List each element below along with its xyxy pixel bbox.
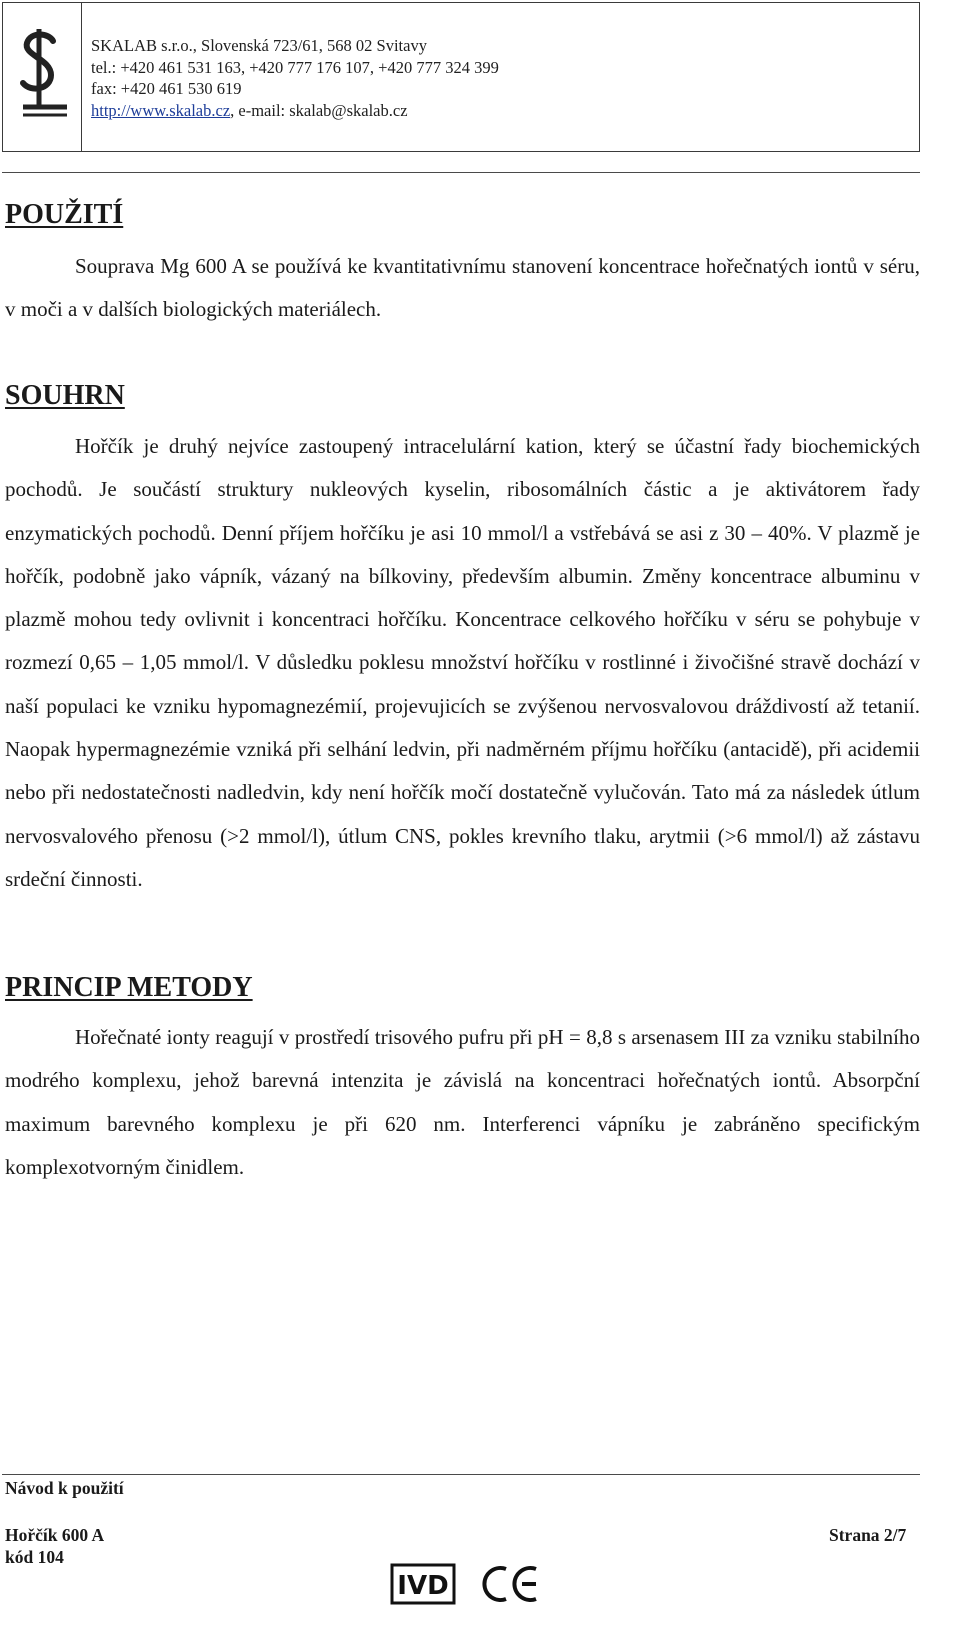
skalab-logo-icon (9, 23, 71, 123)
company-address: SKALAB s.r.o., Slovenská 723/61, 568 02 Svitavy (91, 36, 427, 55)
section-text-pouziti: Souprava Mg 600 A se používá ke kvantitativnímu stanovení koncentrace hořečnatých iontů v séru, v moči a v dalších biologických materiálech. (5, 254, 920, 322)
footer-divider (2, 1474, 920, 1475)
company-info (91, 35, 499, 121)
section-text-princip-metody: Hořečnaté ionty reagují v prostředí trisového pufru při pH = 8,8 s arsenasem III za vzniku stabilního modrého komplexu, jehož barevná intenzita je závislá na koncentraci hořečnatých iontů. Absorpční maximum barevného komplexu je při 620 nm. Interferenci vápníku je zabráněno specifickým komplexotvorným činidlem. (5, 1025, 920, 1179)
company-phones: tel.: +420 461 531 163, +420 777 176 107, +420 777 324 399 (91, 57, 499, 77)
ivd-label: IVD (397, 1571, 449, 1601)
footer-code: kód 104 (5, 1547, 64, 1567)
section-title-souhrn: SOUHRN (5, 380, 125, 411)
footer-page-number: Strana 2/7 (829, 1525, 907, 1545)
website-link[interactable]: http://www.skalab.cz (91, 100, 231, 120)
ivd-icon (390, 1563, 456, 1605)
company-fax: fax: +420 461 530 619 (91, 79, 242, 98)
header-divider (2, 172, 920, 173)
logo-cell (3, 3, 82, 151)
email-text: , e-mail: skalab@skalab.cz (230, 100, 408, 120)
letterhead (2, 2, 920, 152)
company-web-email (91, 100, 499, 122)
section-text-souhrn: Hořčík je druhý nejvíce zastoupený intracelulární kation, který se účastní řady biochemických pochodů. Je součástí struktury nukleových kyselin, ribosomálních částic a je aktivátorem řady enzymatických pochodů. Denní příjem hořčíku je asi 10 mmol/l a vstřebává se asi z 30 – 40%. V plazmě je hořčík, podobně jako vápník, vázaný na bílkoviny, především albumin. Změny koncentrace albuminu v plazmě mohou tedy ovlivnit i koncentraci hořčíku. Koncentrace celkového hořčíku v séru se pohybuje v rozmezí 0,65 – 1,05 mmol/l. V důsledku poklesu množství hořčíku v rostlinné i živočišné stravě dochází v naší populaci ke vzniku hypomagnezémií, projevujicích se zvýšenou nervosvalovou dráždivostí až tetanií. Naopak hypermagnezémie vzniká při selhání ledvin, při nadměrném příjmu hořčíku (antacidě), při acidemii nebo při nedostatečnosti nadledvin, kdy není hořčík močí dostatečně vylučován. Tato má za následek útlum nervosvalového přenosu (>2 mmol/l), útlum CNS, pokles krevního tlaku, arytmii (>6 mmol/l) až zástavu srdeční činnosti. (5, 434, 920, 891)
footer-doc-type: Návod k použití (5, 1478, 124, 1498)
footer-product: Hořčík 600 A (5, 1525, 105, 1545)
section-title-pouziti: POUŽITÍ (5, 199, 124, 230)
section-title-princip-metody: PRINCIP METODY (5, 972, 253, 1003)
ce-mark-icon (480, 1563, 542, 1605)
